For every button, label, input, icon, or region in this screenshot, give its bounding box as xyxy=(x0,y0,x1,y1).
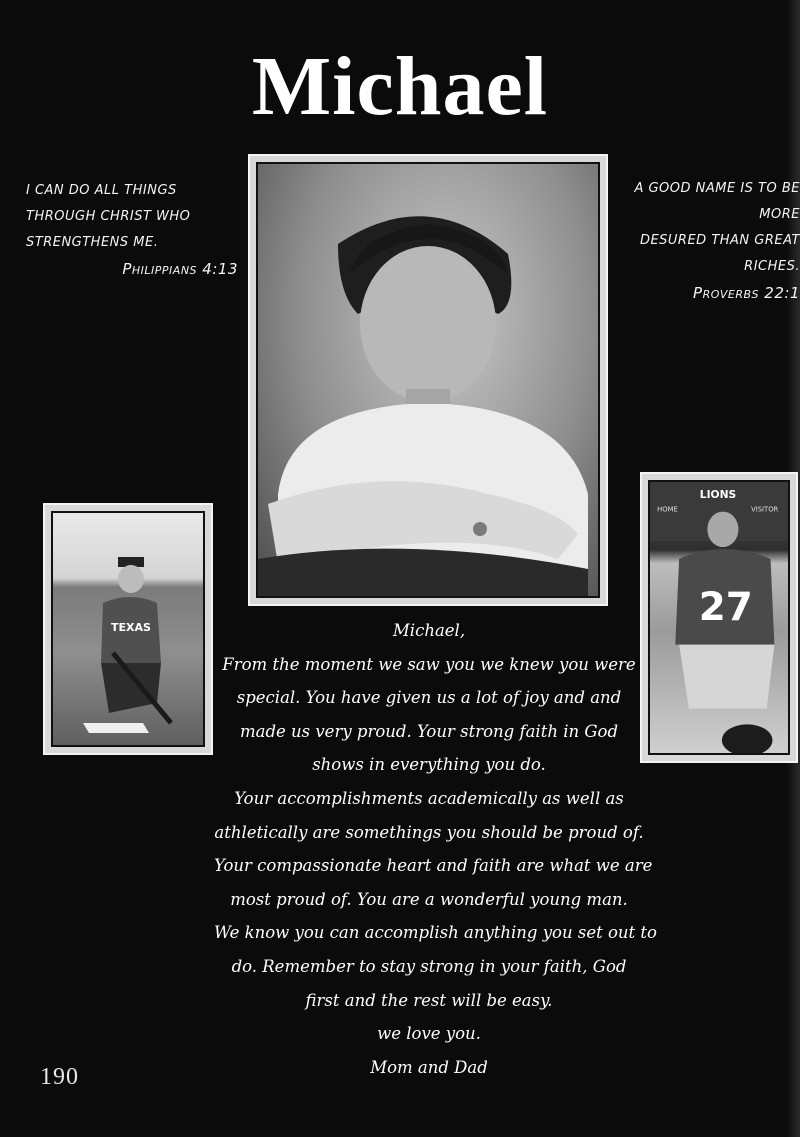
parent-letter xyxy=(214,614,657,1084)
letter-line: athletically are somethings you should be proud of. xyxy=(214,822,644,842)
scripture-quote-right xyxy=(600,176,800,306)
letter-line: special. You have given us a lot of joy and and xyxy=(236,688,622,708)
letter-line: we love you. xyxy=(377,1024,481,1044)
quote-line: DESURED THAN GREAT xyxy=(639,233,800,248)
quote-line: STRENGTHENS ME. xyxy=(26,235,159,250)
quote-citation: Proverbs 22:1 xyxy=(693,284,800,302)
letter-line: first and the rest will be easy. xyxy=(305,990,553,1010)
quote-citation: Philippians 4:13 xyxy=(122,260,238,278)
quote-line: I CAN DO ALL THINGS xyxy=(26,183,177,198)
baseball-photo-frame xyxy=(43,503,213,755)
senior-portrait-frame xyxy=(248,154,608,606)
baseball-jersey-text: TEXAS xyxy=(111,621,151,634)
football-player-illustration xyxy=(650,482,788,753)
football-photo-frame xyxy=(640,472,798,763)
baseball-player-illustration xyxy=(53,513,203,745)
page-number: 190 xyxy=(40,1064,79,1090)
letter-line: most proud of. You are a wonderful young man. xyxy=(230,889,628,909)
letter-line: Michael, xyxy=(392,621,466,640)
quote-line: THROUGH CHRIST WHO xyxy=(26,209,191,224)
jersey-number: 27 xyxy=(698,584,753,631)
football-photo xyxy=(648,480,790,755)
quote-line: A GOOD NAME IS TO BE MORE xyxy=(634,181,800,222)
letter-line: made us very proud. Your strong faith in God xyxy=(239,721,619,741)
senior-portrait-photo xyxy=(256,162,600,598)
letter-line: Your accomplishments academically as well as xyxy=(234,788,624,808)
letter-line: Your compassionate heart and faith are what we are xyxy=(214,856,653,876)
page-title: Michael xyxy=(251,40,549,133)
letter-line: do. Remember to stay strong in your faith, God xyxy=(231,956,627,976)
scripture-quote-left xyxy=(26,178,246,282)
scoreboard-home-label: HOME xyxy=(657,505,678,514)
letter-line: We know you can accomplish anything you set out to xyxy=(214,923,657,943)
quote-line: RICHES. xyxy=(744,259,800,274)
scoreboard-visitor-label: VISITOR xyxy=(751,505,779,514)
letter-signature: Mom and Dad xyxy=(370,1057,488,1077)
scoreboard-text: LIONS xyxy=(699,487,737,501)
baseball-photo xyxy=(51,511,205,747)
senior-portrait-illustration xyxy=(258,164,598,596)
letter-line: From the moment we saw you we knew you were xyxy=(222,654,636,674)
letter-line: shows in everything you do. xyxy=(312,755,546,775)
